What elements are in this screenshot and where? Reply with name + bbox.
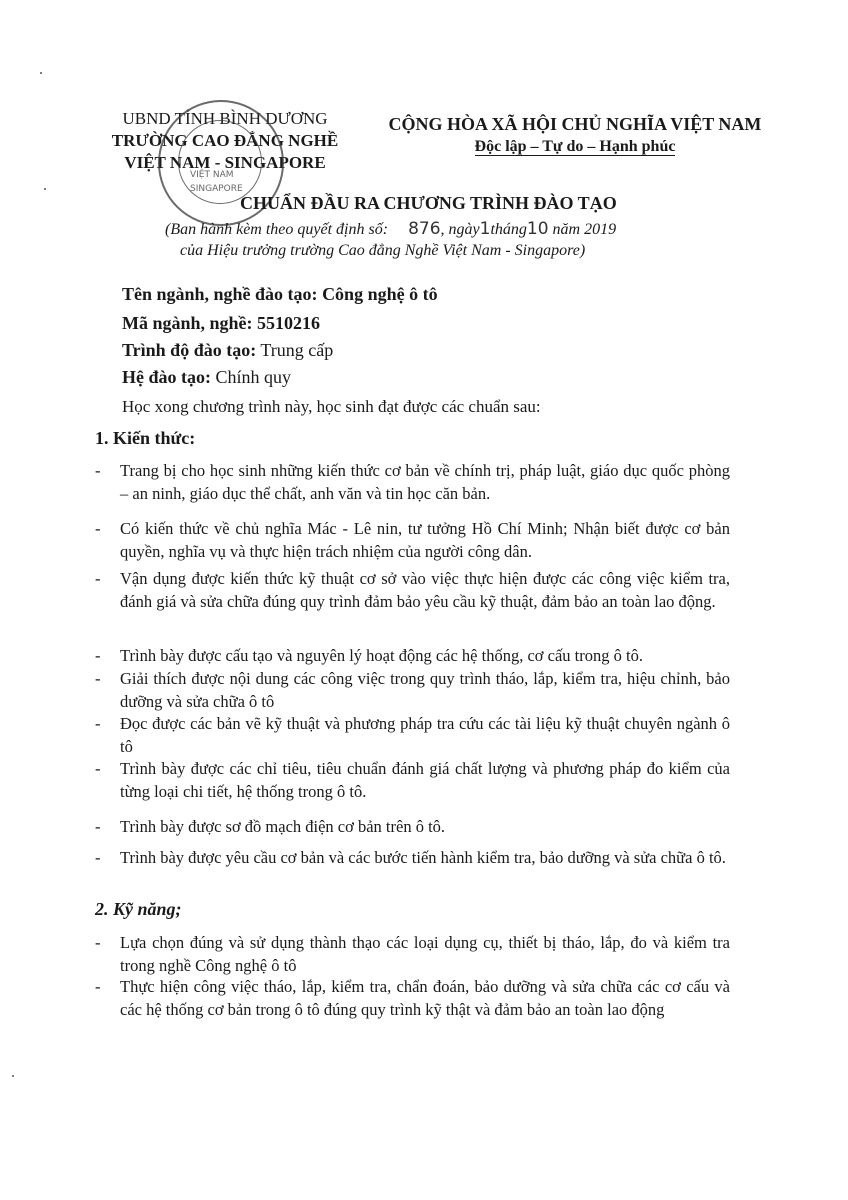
field-major-label: Tên ngành, nghề đào tạo: bbox=[122, 284, 318, 304]
knowledge-item-text: Có kiến thức về chủ nghĩa Mác - Lê nin, tư tưởng Hồ Chí Minh; Nhận biết được cơ bản quyền, nghĩa vụ và thực hiện trách nhiệm của người công dân. bbox=[120, 519, 730, 561]
issue-month-label: tháng bbox=[490, 221, 527, 238]
national-header bbox=[365, 112, 785, 158]
scan-speck bbox=[40, 72, 42, 74]
skill-item-text: Lựa chọn đúng và sử dụng thành thạo các loại dụng cụ, thiết bị tháo, lắp, đo và kiểm tra trong nghề Công nghệ ô tô bbox=[120, 933, 730, 975]
field-mode-value: Chính quy bbox=[211, 367, 292, 387]
national-motto-text: Độc lập – Tự do – Hạnh phúc bbox=[474, 138, 676, 155]
bullet-dash: - bbox=[95, 669, 101, 688]
knowledge-item-text: Vận dụng được kiến thức kỹ thuật cơ sở vào việc thực hiện được các công việc kiểm tra, đánh giá và sửa chữa đúng quy trình đảm bảo yêu cầu kỹ thuật, đảm bảo an toàn lao động. bbox=[120, 569, 730, 611]
stamp-text-2: SINGAPORE bbox=[190, 184, 243, 194]
field-major bbox=[122, 284, 438, 305]
bullet-dash: - bbox=[95, 519, 101, 538]
issue-prefix: (Ban hành kèm theo quyết định số: bbox=[165, 221, 389, 238]
authority-line-1: UBND TỈNH BÌNH DƯƠNG bbox=[122, 109, 328, 128]
authority-line-2: TRƯỜNG CAO ĐẲNG NGHỀ bbox=[111, 131, 339, 150]
field-major-value: Công nghệ ô tô bbox=[317, 284, 438, 304]
scan-speck bbox=[12, 1075, 14, 1077]
bullet-dash: - bbox=[95, 759, 101, 778]
authority-line-3: VIỆT NAM - SINGAPORE bbox=[124, 153, 326, 172]
document-title: CHUẨN ĐẦU RA CHƯƠNG TRÌNH ĐÀO TẠO bbox=[240, 193, 617, 213]
field-code-label: Mã ngành, nghề: bbox=[122, 313, 253, 333]
stamp-text-1: VIỆT NAM bbox=[190, 170, 234, 180]
field-mode bbox=[122, 367, 291, 388]
knowledge-item-text: Trang bị cho học sinh những kiến thức cơ bản về chính trị, pháp luật, giáo dục quốc phòng – an ninh, giáo dục thể chất, anh văn và tin học căn bản. bbox=[120, 461, 730, 503]
national-motto bbox=[365, 136, 785, 158]
field-level bbox=[122, 340, 333, 361]
bullet-dash: - bbox=[95, 977, 101, 996]
knowledge-item-text: Trình bày được các chỉ tiêu, tiêu chuẩn đánh giá chất lượng và phương pháp đo kiểm của từng loại chi tiết, hệ thống trong ô tô. bbox=[120, 759, 730, 801]
issue-month: 10 bbox=[526, 219, 549, 239]
knowledge-item-text: Đọc được các bản vẽ kỹ thuật và phương pháp tra cứu các tài liệu kỹ thuật chuyên ngành ô tô bbox=[120, 714, 730, 756]
national-title: CỘNG HÒA XÃ HỘI CHỦ NGHĨA VIỆT NAM bbox=[388, 114, 762, 134]
field-code bbox=[122, 313, 320, 334]
bullet-dash: - bbox=[95, 817, 101, 836]
knowledge-item-text: Trình bày được yêu cầu cơ bản và các bước tiến hành kiểm tra, bảo dưỡng và sửa chữa ô tô. bbox=[120, 848, 726, 867]
knowledge-item-text: Giải thích được nội dung các công việc trong quy trình tháo, lắp, kiểm tra, hiệu chỉnh, bảo dưỡng và sửa chữa ô tô bbox=[120, 669, 730, 711]
decision-number: 876 bbox=[408, 219, 441, 239]
issue-year: năm 2019 bbox=[552, 221, 617, 238]
bullet-dash: - bbox=[95, 714, 101, 733]
bullet-dash: - bbox=[95, 569, 101, 588]
section-knowledge-heading: 1. Kiến thức: bbox=[95, 428, 196, 448]
issue-line-1 bbox=[165, 218, 725, 241]
issue-line-2: của Hiệu trưởng trường Cao đẳng Nghề Việt Nam - Singapore) bbox=[180, 242, 586, 259]
field-level-value: Trung cấp bbox=[256, 340, 334, 360]
field-level-label: Trình độ đào tạo: bbox=[122, 340, 257, 360]
scan-speck bbox=[44, 188, 46, 190]
knowledge-item-text: Trình bày được sơ đồ mạch điện cơ bản trên ô tô. bbox=[120, 817, 446, 836]
skill-item-text: Thực hiện công việc tháo, lắp, kiểm tra, chẩn đoán, bảo dưỡng và sửa chữa các cơ cấu và các hệ thống cơ bản trong ô tô đúng quy trình kỹ thật và đảm bảo an toàn lao động bbox=[120, 977, 730, 1019]
knowledge-item-text: Trình bày được cấu tạo và nguyên lý hoạt động các hệ thống, cơ cấu trong ô tô. bbox=[120, 646, 643, 665]
field-mode-label: Hệ đào tạo: bbox=[122, 367, 211, 387]
bullet-dash: - bbox=[95, 933, 101, 952]
field-code-value: 5510216 bbox=[252, 313, 321, 333]
bullet-dash: - bbox=[95, 461, 101, 480]
issue-day: 1 bbox=[479, 219, 491, 239]
section-skills-heading: 2. Kỹ năng; bbox=[95, 899, 182, 919]
intro-text: Học xong chương trình này, học sinh đạt được các chuẩn sau: bbox=[122, 397, 541, 416]
bullet-dash: - bbox=[95, 848, 101, 867]
bullet-dash: - bbox=[95, 646, 101, 665]
issue-date-label: , ngày bbox=[440, 221, 480, 238]
